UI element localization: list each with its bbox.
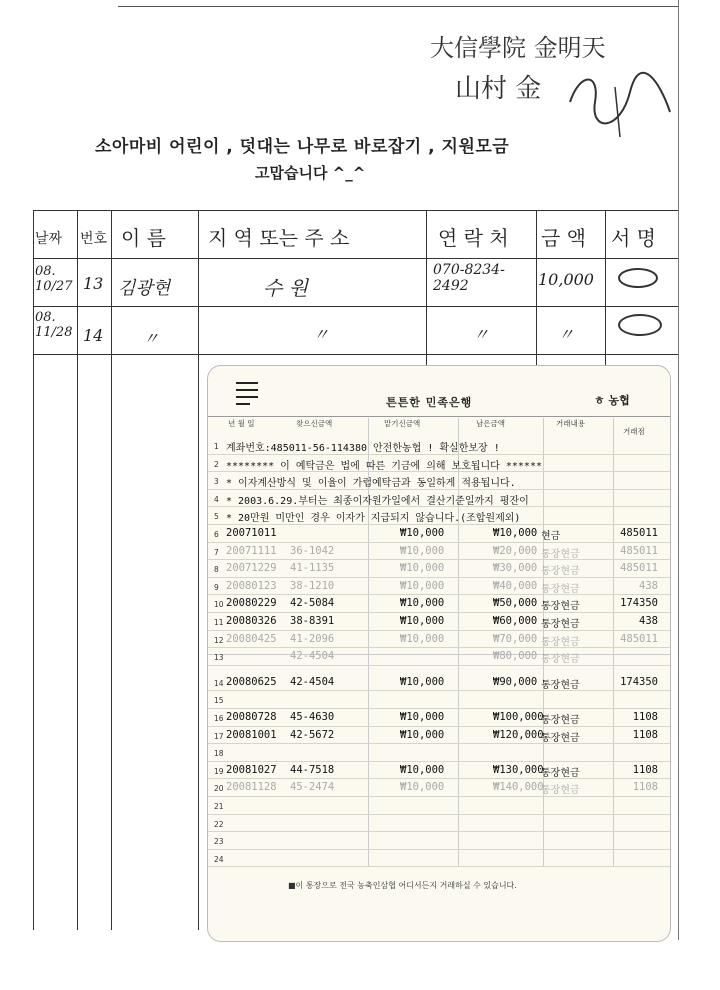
passbook-notice-line: ******** 이 예탁금은 법에 따른 기금에 의해 보호됩니다 ****** (226, 460, 542, 472)
passbook-row-number: 17 (214, 731, 224, 741)
header-amount: 금 액 (541, 226, 586, 250)
transaction-date: 20071229 (226, 562, 277, 575)
transaction-date: 20081027 (226, 763, 277, 776)
transaction-date: 20081001 (226, 728, 277, 741)
transaction-memo: 통장현금 (541, 566, 580, 578)
transaction-memo: 통장현금 (541, 767, 580, 779)
col-date: 년 월 일 (228, 419, 255, 428)
header-signature: 서 명 (611, 226, 656, 250)
transaction-memo: 통장현금 (541, 679, 580, 691)
bank-logo: ㅎ 농협 (594, 394, 630, 407)
transaction-date: 20080229 (226, 597, 277, 610)
passbook-row-line (208, 726, 670, 727)
transaction-date: 20080123 (226, 579, 277, 592)
col-withdraw: 찾으신금액 (296, 419, 333, 428)
header-address: 지 역 또는 주 소 (208, 226, 350, 250)
passbook-row-number: 8 (214, 565, 219, 575)
col-branch: 거래점 (623, 427, 645, 436)
passbook-row-line (208, 690, 670, 691)
row2-contact: 〃 (473, 325, 490, 344)
passbook-row-line (208, 542, 670, 543)
transaction-branch: 1108 (632, 711, 658, 723)
transaction-balance: ₩140,000 (493, 781, 544, 794)
passbook-row-line (208, 831, 670, 832)
passbook-row-number: 5 (214, 512, 219, 522)
transaction-branch: 174350 (620, 675, 658, 688)
transaction-balance: ₩100,000 (493, 711, 544, 723)
col-deposit: 맡기신금액 (384, 419, 421, 428)
row1-address: 수 원 (263, 276, 308, 300)
passbook-row-number: 19 (214, 766, 224, 776)
passbook-row-number: 23 (214, 837, 224, 847)
passbook-row-number: 24 (214, 854, 224, 864)
transaction-balance: ₩60,000 (493, 615, 538, 627)
row2-address: 〃 (313, 325, 330, 344)
transaction-deposit: ₩10,000 (400, 615, 445, 627)
transaction-memo: 통장현금 (541, 715, 580, 726)
header-date: 날짜 (35, 231, 63, 247)
transaction-memo: 현금 (541, 531, 561, 542)
row1-amount: 10,000 (538, 270, 594, 289)
transaction-code: 45-4630 (290, 711, 335, 723)
transaction-code: 42-4504 (290, 675, 335, 688)
passbook-notice-line: * 2003.6.29.부터는 최종이자원가일에서 결산기준일까지 평잔이 (226, 495, 529, 507)
transaction-branch: 485011 (620, 527, 658, 539)
passbook-row-number: 20 (214, 784, 224, 794)
passbook-row-number: 4 (214, 494, 219, 504)
passbook-row-line (208, 630, 670, 631)
row1-name: 김광현 (118, 278, 171, 299)
row1-signature (618, 268, 658, 288)
passbook-row-line (208, 559, 670, 560)
transaction-deposit: ₩10,000 (400, 527, 445, 539)
passbook-row-number: 15 (214, 696, 224, 706)
header-number: 번호 (80, 231, 108, 247)
passbook-notice-line: 계좌번호:485011-56-114380 안전한농협 ! 확실한보장 ! (226, 443, 500, 454)
passbook-stripes-icon (236, 382, 258, 410)
transaction-branch: 485011 (620, 544, 658, 557)
transaction-memo: 통장현금 (541, 636, 580, 648)
row2-number: 14 (83, 326, 104, 345)
passbook-row-number: 2 (214, 459, 219, 469)
transaction-memo: 통장현금 (541, 732, 580, 744)
transaction-branch: 438 (639, 579, 658, 592)
transaction-date: 20080625 (226, 675, 277, 688)
passbook-row-line (208, 743, 670, 744)
row1-date: 08. 10/27 (35, 264, 73, 294)
passbook-row-line (208, 665, 670, 666)
transaction-branch: 485011 (620, 562, 658, 575)
transaction-date: 20071011 (226, 527, 277, 539)
passbook-row-line (208, 647, 670, 648)
transaction-branch: 1108 (632, 781, 658, 794)
transaction-balance: ₩10,000 (493, 527, 538, 539)
transaction-deposit: ₩10,000 (400, 632, 445, 645)
passbook-row-line (208, 778, 670, 779)
passbook-row-number: 12 (214, 635, 224, 645)
transaction-branch: 1108 (632, 763, 658, 776)
col-balance: 남은금액 (476, 419, 505, 428)
row2-name: 〃 (143, 329, 160, 348)
transaction-deposit: ₩10,000 (400, 597, 445, 610)
passbook-row-number: 18 (214, 749, 224, 759)
passbook-row-line (208, 594, 670, 595)
transaction-code: 44-7518 (290, 763, 335, 776)
transaction-deposit: ₩10,000 (400, 763, 445, 776)
transaction-deposit: ₩10,000 (400, 675, 445, 688)
row2-date: 08. 11/28 (35, 310, 73, 340)
transaction-code: 41-1135 (290, 562, 335, 575)
passbook-row-number: 1 (214, 442, 219, 451)
passbook-notice-line: * 20만원 미만인 경우 이자가 지급되지 않습니다.(조합원제외) (226, 513, 521, 525)
transaction-balance: ₩40,000 (493, 579, 538, 592)
transaction-code: 42-5084 (290, 597, 335, 610)
row2-signature (618, 314, 662, 336)
transaction-memo: 통장현금 (541, 583, 580, 595)
transaction-memo: 통장현금 (541, 619, 580, 630)
transaction-branch: 174350 (620, 597, 658, 610)
passbook-row-number: 21 (214, 802, 224, 811)
passbook-row-number: 11 (214, 618, 224, 627)
transaction-deposit: ₩10,000 (400, 544, 445, 557)
passbook-row-number: 9 (214, 582, 219, 592)
passbook-row-number: 13 (214, 653, 224, 663)
transaction-balance: ₩30,000 (493, 562, 538, 575)
passbook-row-number: 3 (214, 477, 219, 487)
passbook-row-number: 16 (214, 714, 224, 723)
header-name: 이 름 (121, 226, 166, 250)
transaction-code: 38-8391 (290, 615, 335, 627)
transaction-code: 41-2096 (290, 632, 335, 645)
transaction-deposit: ₩10,000 (400, 562, 445, 575)
transaction-memo: 통장현금 (541, 654, 580, 666)
passbook-fold (208, 654, 670, 655)
transaction-branch: 438 (639, 615, 658, 627)
passbook-row-line (208, 814, 670, 815)
transaction-balance: ₩130,000 (493, 763, 544, 776)
passbook-row-line (208, 866, 670, 867)
passbook-row-number: 22 (214, 819, 224, 829)
transaction-balance: ₩20,000 (493, 544, 538, 557)
transaction-balance: ₩50,000 (493, 597, 538, 610)
transaction-deposit: ₩10,000 (400, 728, 445, 741)
transaction-code: 38-1210 (290, 579, 335, 592)
transaction-memo: 통장현금 (541, 601, 580, 613)
signature-line-2: 山村 金 (455, 74, 542, 104)
transaction-code: 36-1042 (290, 544, 335, 557)
transaction-branch: 1108 (632, 728, 658, 741)
passbook-row-number: 6 (214, 530, 219, 539)
row1-number: 13 (83, 274, 104, 293)
transaction-memo: 통장현금 (541, 785, 580, 797)
row1-contact: 070-8234-2492 (433, 262, 505, 294)
passbook-notice-line: * 이자계산방식 및 이율이 가럽예탁금과 동일하게 적용됩니다. (226, 478, 516, 490)
transaction-date: 20080326 (226, 615, 277, 627)
transaction-memo: 통장현금 (541, 548, 580, 560)
transaction-code: 42-4504 (290, 650, 335, 663)
transaction-date: 20080728 (226, 711, 277, 723)
col-memo: 거래내용 (556, 419, 585, 428)
transaction-balance: ₩90,000 (493, 675, 538, 688)
passbook-row-number: 10 (214, 600, 224, 610)
transaction-code: 45-2474 (290, 781, 335, 794)
signature-line-1: 大信學院 金明天 (430, 34, 606, 62)
passbook-row-line (208, 577, 670, 578)
transaction-deposit: ₩10,000 (400, 711, 445, 723)
bank-name: 튼튼한 민족은행 (386, 396, 473, 409)
passbook-row-line (208, 761, 670, 762)
top-border-line (118, 6, 678, 7)
signature-scribble (560, 62, 680, 142)
transaction-balance: ₩120,000 (493, 728, 544, 741)
passbook-row-number: 7 (214, 547, 219, 557)
transaction-date: 20071111 (226, 544, 277, 557)
passbook-row-number: 14 (214, 678, 224, 688)
transaction-deposit: ₩10,000 (400, 781, 445, 794)
passbook-row-line (208, 849, 670, 850)
row2-amount: 〃 (558, 325, 575, 344)
header-contact: 연 락 처 (438, 226, 509, 250)
page-subtitle: 고맙습니다 ^_^ (255, 164, 366, 182)
passbook-row-line (208, 796, 670, 797)
page-title: 소아마비 어린이 , 덧대는 나무로 바로잡기 , 지원모금 (95, 137, 510, 157)
transaction-date: 20080425 (226, 632, 277, 645)
passbook-footer: ■이 통장으로 전국 농축인삼협 어디서든지 거래하실 수 있습니다. (288, 881, 517, 890)
transaction-balance: ₩80,000 (493, 650, 538, 663)
passbook-header (208, 366, 670, 416)
bank-passbook (207, 365, 671, 942)
passbook-row-line (208, 708, 670, 709)
transaction-deposit: ₩10,000 (400, 579, 445, 592)
transaction-balance: ₩70,000 (493, 632, 538, 645)
transaction-code: 42-5672 (290, 728, 335, 741)
transaction-branch: 485011 (620, 632, 658, 645)
passbook-row-line (208, 612, 670, 613)
transaction-date: 20081128 (226, 781, 277, 794)
